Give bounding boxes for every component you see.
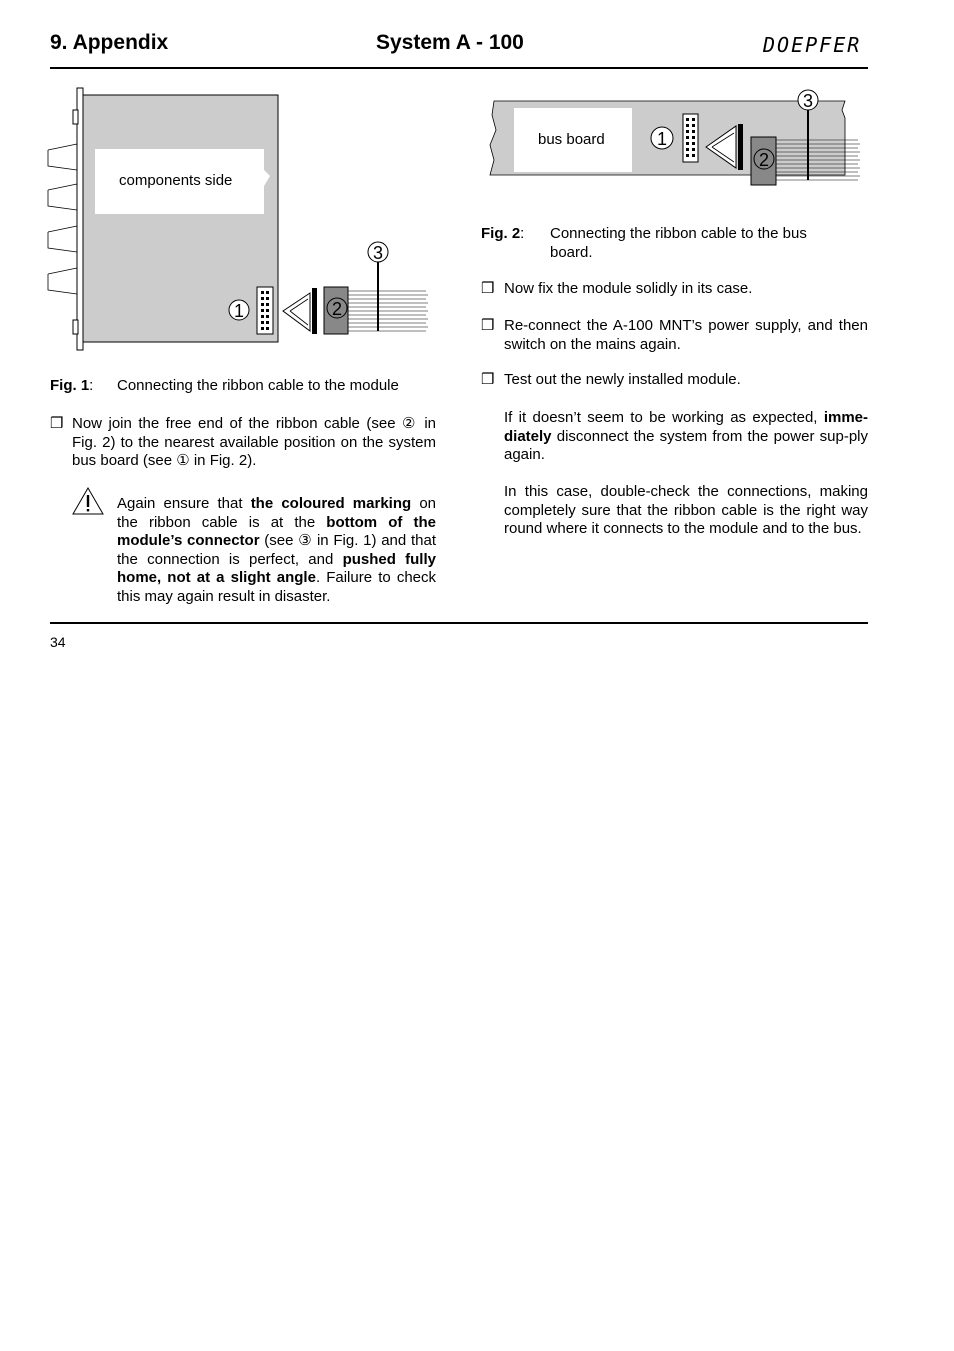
fig2-caption-label: Fig. 2: (481, 225, 525, 242)
double-check-paragraph: In this case, double-check the connections, making completely sure that the ribbon cable is the right way round where it connects to the module and to the bus. (504, 483, 868, 538)
insert-arrow (283, 293, 310, 331)
step4-text: Test out the newly installed module. (504, 371, 741, 388)
step3-text: Re-connect the A-100 MNT’s power supply, and then switch on the mains again. (504, 317, 868, 353)
ribbon-cable (348, 291, 428, 331)
troubleshoot-paragraph: If it doesn’t seem to be working as expected, imme-diately disconnect the system from the power sup-ply again. (504, 409, 868, 464)
fig1-caption-text: Connecting the ribbon cable to the module (117, 377, 399, 394)
module-connector (257, 287, 273, 334)
fig1-callout-1: 1 (233, 301, 245, 321)
figure-2-diagram (0, 0, 954, 200)
fig2-callout-1: 1 (656, 129, 668, 149)
system-title: System A - 100 (376, 31, 524, 54)
fig2-callout-3: 3 (802, 91, 814, 111)
step2-text: Now fix the module solidly in its case. (504, 280, 753, 297)
footer-rule (50, 622, 868, 624)
bus-connector (683, 114, 698, 162)
bullet-step3: ❒ (481, 317, 495, 334)
bullet-step1: ❒ (50, 415, 64, 432)
section-title: 9. Appendix (50, 31, 169, 54)
fig1-callout-2: 2 (331, 299, 343, 319)
bullet-step2: ❒ (481, 280, 495, 297)
panel-screw-bottom (73, 320, 78, 334)
fig1-callout-3: 3 (372, 243, 384, 263)
step1-text: Now join the free end of the ribbon cable (see ② in Fig. 2) to the nearest available position on the system bus board (see ① in Fig. 2). (72, 415, 436, 470)
fig2-caption-text: Connecting the ribbon cable to the bus board. (550, 225, 807, 261)
warning-icon (72, 487, 104, 515)
bus-board-label: bus board (538, 131, 605, 148)
brand-logo: DOEPFER (763, 33, 862, 57)
page-number: 34 (50, 634, 66, 650)
components-side-label: components side (119, 172, 233, 189)
fig2-callout-2: 2 (758, 150, 770, 170)
bullet-step4: ❒ (481, 371, 495, 388)
warning-text: Again ensure that the coloured marking on the ribbon cable is at the bottom of the module’s connector (see ③ in Fig. 1) and that the connection is perfect, and pushed fully home, not at a slight angle. Failure to check this may again result in disaster. (117, 495, 436, 605)
fig1-caption-label: Fig. 1: (50, 377, 94, 394)
